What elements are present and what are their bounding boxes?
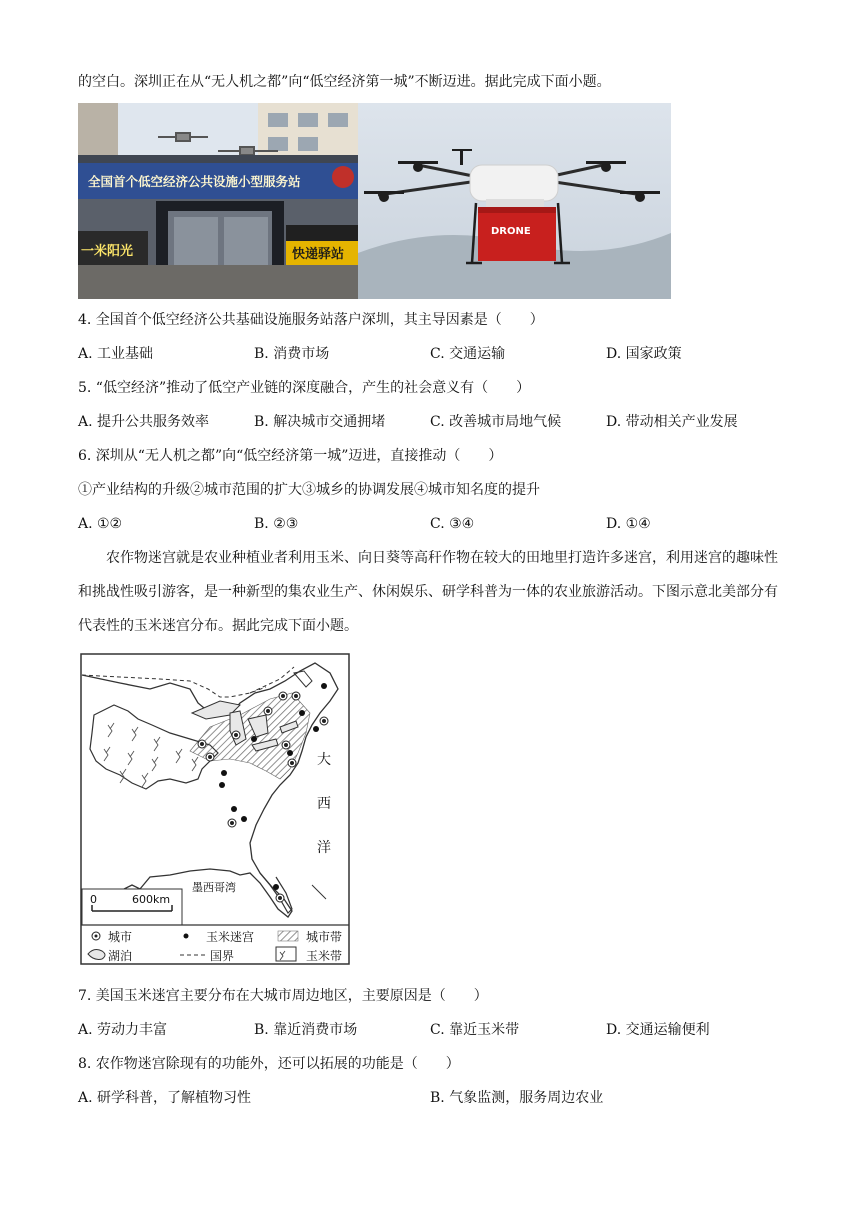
station-sign: 全国首个低空经济公共设施小型服务站 (88, 174, 301, 189)
q5-option-c[interactable]: C. 改善城市局地气候 (430, 414, 562, 430)
q5-option-b[interactable]: B. 解决城市交通拥堵 (254, 414, 386, 430)
legend-lake: 湖泊 (108, 949, 133, 963)
question-7-stem: 7. 美国玉米迷宫主要分布在大城市周边地区，主要原因是（ ） (78, 988, 488, 1004)
q4-option-d[interactable]: D. 国家政策 (606, 346, 682, 362)
q7-option-b[interactable]: B. 靠近消费市场 (254, 1022, 358, 1038)
q7-option-a[interactable]: A. 劳动力丰富 (78, 1022, 168, 1038)
question-6-options (78, 514, 778, 534)
question-5-stem: 5. “低空经济”推动了低空产业链的深度融合，产生的社会意义有（ ） (78, 380, 531, 396)
q5-option-a[interactable]: A. 提升公共服务效率 (78, 414, 210, 430)
passage-text: 农作物迷宫就是农业种植业者利用玉米、向日葵等高秆作物在较大的田地里打造许多迷宫，利用迷宫的趣味性和挑战性吸引游客，是一种新型的集农业生产、休闲娱乐、研学科普为一体的农业旅游活动。下图示意北美部分有代表性的玉米迷宫分布。据此完成下面小题。 (78, 550, 778, 634)
reading-passage (78, 541, 778, 643)
scale-distance: 600km (132, 893, 171, 906)
question-5-options (78, 412, 778, 432)
q6-option-b[interactable]: B. ②③ (254, 516, 299, 532)
drone-box-logo: DRONE (491, 226, 531, 237)
legend-corn-belt: 玉米带 (306, 949, 343, 963)
legend-border: 国界 (210, 949, 235, 963)
shop-sign-right: 快递驿站 (292, 247, 345, 262)
delivery-drone-photo (358, 103, 671, 299)
q4-option-b[interactable]: B. 消费市场 (254, 346, 330, 362)
intro-text: 的空白。深圳正在从“无人机之都”向“低空经济第一城”不断迈进。据此完成下面小题。 (78, 74, 611, 90)
ocean-label-3: 洋 (317, 840, 331, 856)
legend-city: 城市 (108, 930, 133, 944)
q6-option-a[interactable]: A. ①② (78, 516, 123, 532)
shop-sign-left: 一米阳光 (81, 244, 134, 259)
q5-option-d[interactable]: D. 带动相关产业发展 (606, 414, 738, 430)
ocean-label-1: 大 (317, 752, 331, 768)
q4-option-c[interactable]: C. 交通运输 (430, 346, 506, 362)
ocean-label-2: 西 (317, 796, 331, 812)
service-station-photo (78, 103, 358, 299)
question-8-options (78, 1088, 778, 1108)
map-graphic (80, 653, 350, 965)
q7-option-c[interactable]: C. 靠近玉米带 (430, 1022, 520, 1038)
gulf-label: 墨西哥湾 (192, 881, 236, 894)
question-4-options (78, 344, 778, 364)
legend-corn-maze: 玉米迷宫 (206, 930, 255, 944)
q6-option-c[interactable]: C. ③④ (430, 516, 475, 532)
question-4-stem: 4. 全国首个低空经济公共基础设施服务站落户深圳，其主导因素是（ ） (78, 312, 544, 328)
corn-maze-map (80, 653, 350, 965)
question-7-options (78, 1020, 778, 1040)
q8-option-b[interactable]: B. 气象监测，服务周边农业 (430, 1090, 604, 1106)
q6-option-d[interactable]: D. ①④ (606, 516, 651, 532)
q7-option-d[interactable]: D. 交通运输便利 (606, 1022, 710, 1038)
question-8-stem: 8. 农作物迷宫除现有的功能外，还可以拓展的功能是（ ） (78, 1056, 460, 1072)
scale-zero: 0 (90, 893, 97, 906)
legend-city-belt: 城市带 (306, 930, 343, 944)
question-6-stem: 6. 深圳从“无人机之都”向“低空经济第一城”迈进，直接推动（ ） (78, 448, 503, 464)
q8-option-a[interactable]: A. 研学科普，了解植物习性 (78, 1090, 252, 1106)
q4-option-a[interactable]: A. 工业基础 (78, 346, 154, 362)
question-6-statements: ①产业结构的升级②城市范围的扩大③城乡的协调发展④城市知名度的提升 (78, 482, 540, 498)
